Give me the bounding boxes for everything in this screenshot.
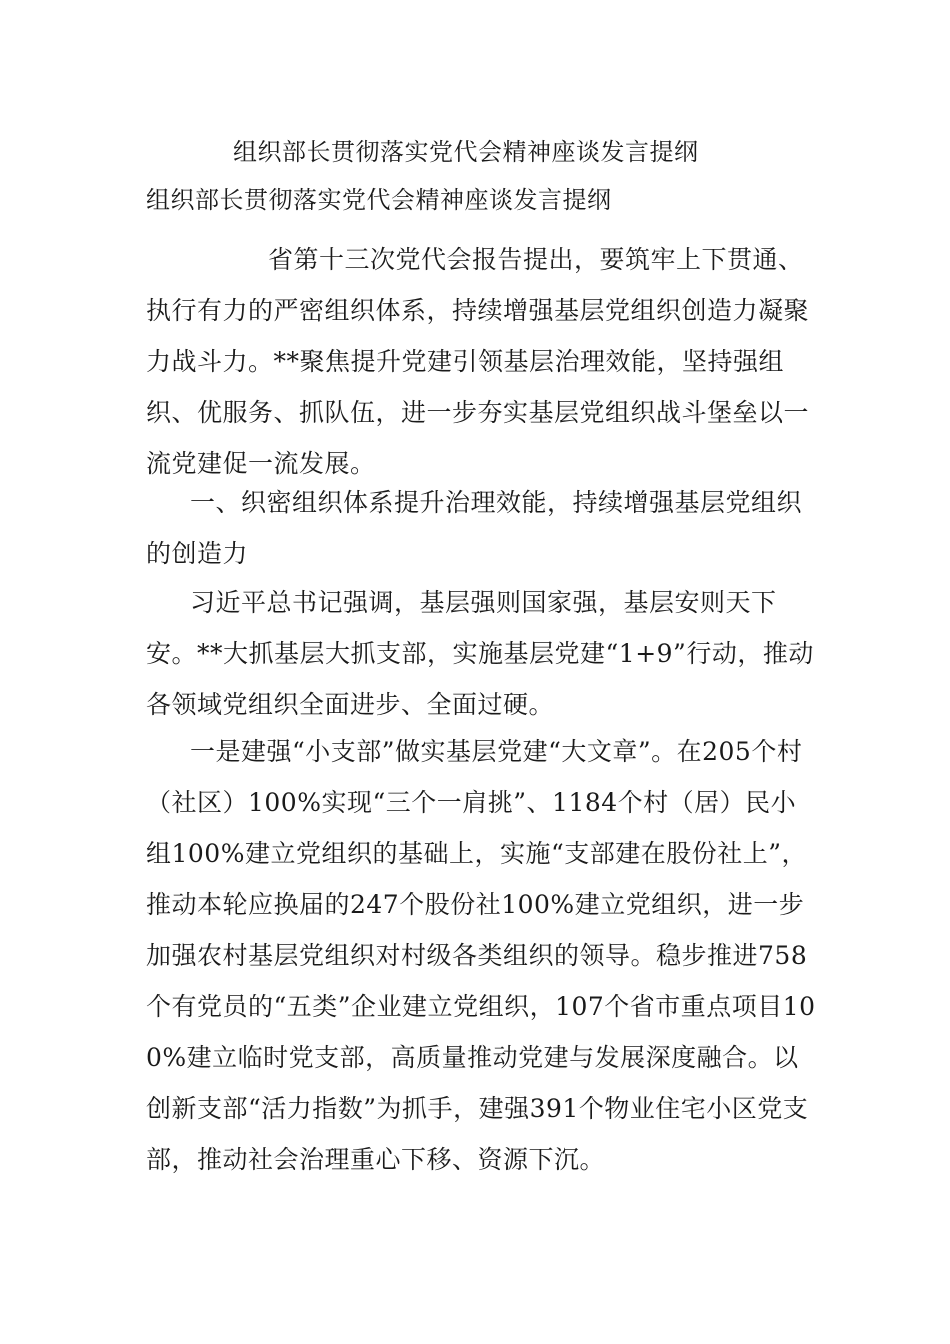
paragraph-quote: 习近平总书记强调，基层强则国家强，基层安则天下安。**大抓基层大抓支部，实施基层党建“1+9”行动，推动各领域党组织全面进步、全面过硬。 — [146, 588, 814, 719]
document-subtitle: 组织部长贯彻落实党代会精神座谈发言提纲 — [146, 186, 612, 214]
paragraph-point-one: 一是建强“小支部”做实基层党建“大文章”。在205个村（社区）100%实现“三个一肩挑”、1184个村（居）民小组100%建立党组织的基础上，实施“支部建在股份社上”，推动本轮应换届的247个股份社100%建立党组织，进一步加强农村基层党组织对村级各类组织的领导。稳步推进758个有党员的“五类”企业建立党组织，107个省市重点项目100%建立临时党支部，高质量推动党建与发展深度融合。以创新支部“活力指数”为抓手，建强391个物业住宅小区党支部，推动社会治理重心下移、资源下沉。 — [146, 737, 816, 1174]
paragraph-intro: 省第十三次党代会报告提出，要筑牢上下贯通、执行有力的严密组织体系，持续增强基层党组织创造力凝聚力战斗力。**聚焦提升党建引领基层治理效能，坚持强组织、优服务、抓队伍，进一步夯实基层党组织战斗堡垒以一流党建促一流发展。 — [146, 245, 810, 478]
section-heading-one: 一、织密组织体系提升治理效能，持续增强基层党组织的创造力 — [146, 488, 803, 568]
document-title: 组织部长贯彻落实党代会精神座谈发言提纲 — [233, 138, 699, 166]
